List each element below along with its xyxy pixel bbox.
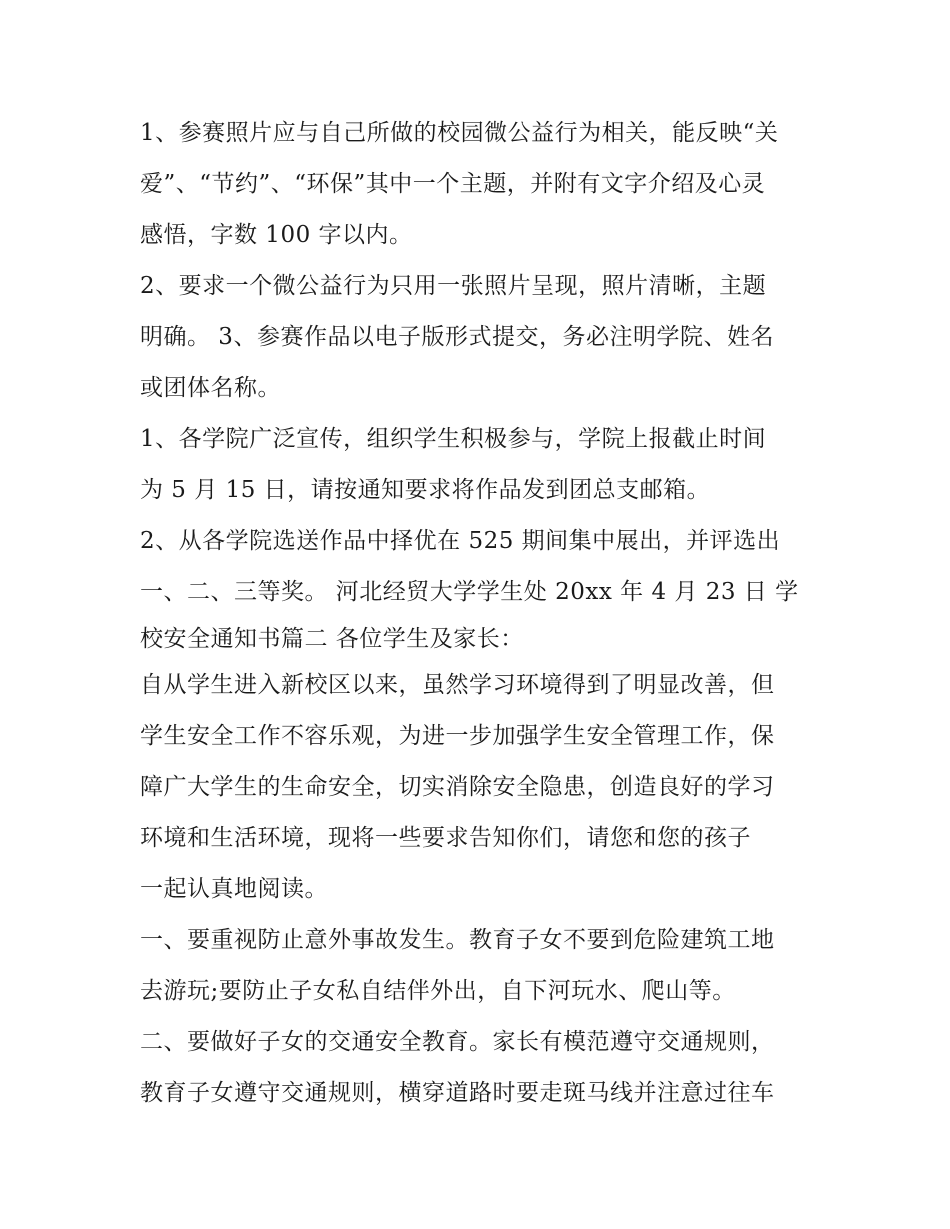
text-line: 2、从各学院选送作品中择优在 525 期间集中展出，并评选出 (140, 528, 781, 554)
text-line: 教育子女遵守交通规则，横穿道路时要走斑马线并注意过往车 (140, 1080, 775, 1106)
text-line: 一起认真地阅读。 (140, 876, 328, 902)
text-line: 去游玩;要防止子女私自结伴外出，自下河玩水、爬山等。 (140, 978, 736, 1004)
text-line: 一、要重视防止意外事故发生。教育子女不要到危险建筑工地 (140, 927, 775, 953)
text-line: 或团体名称。 (140, 375, 281, 401)
text-line: 为 5 月 15 日，请按通知要求将作品发到团总支邮箱。 (140, 477, 711, 503)
document-body (140, 108, 830, 1119)
text-line: 校安全通知书篇二 各位学生及家长： (140, 626, 524, 652)
text-line: 障广大学生的生命安全，切实消除安全隐患，创造良好的学习 (140, 774, 775, 800)
text-line: 感悟，字数 100 字以内。 (140, 222, 413, 248)
text-line: 学生安全工作不容乐观，为进一步加强学生安全管理工作，保 (140, 723, 775, 749)
text-line: 环境和生活环境，现将一些要求告知你们，请您和您的孩子 (140, 825, 751, 851)
text-line: 二、要做好子女的交通安全教育。家长有模范遵守交通规则， (140, 1029, 775, 1055)
text-line: 2、要求一个微公益行为只用一张照片呈现，照片清晰，主题 (140, 273, 767, 299)
text-line: 爱”、“节约”、“环保”其中一个主题，并附有文字介绍及心灵 (140, 171, 766, 197)
text-line: 明确。 3、参赛作品以电子版形式提交，务必注明学院、姓名 (140, 324, 774, 350)
text-line: 1、参赛照片应与自己所做的校园微公益行为相关，能反映“关 (140, 120, 779, 146)
text-line: 一、二、三等奖。 河北经贸大学学生处 20xx 年 4 月 23 日 学 (140, 579, 799, 605)
text-line: 自从学生进入新校区以来，虽然学习环境得到了明显改善，但 (140, 672, 775, 698)
text-line: 1、各学院广泛宣传，组织学生积极参与，学院上报截止时间 (140, 426, 767, 452)
